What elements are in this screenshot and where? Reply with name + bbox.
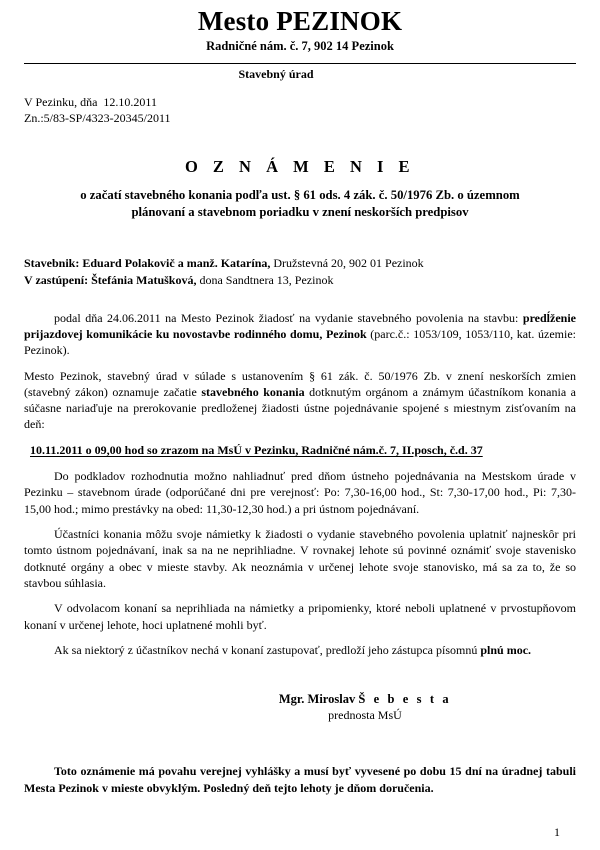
paragraph-proceedings-part-2: dotknutým orgánom a známym účastníkom konania a súčasne nariaďuje na prerokovanie predloženej žiadosti ústne pojednávanie spojené s miestnym zisťovaním na deň: [24, 384, 577, 432]
place-and-date: V Pezinku, dňa 12.10.2011 [24, 95, 157, 110]
organization-title: Mesto PEZINOK [197, 6, 403, 36]
paragraph-document-inspection: Do podkladov rozhodnutia možno nahliadnuť pred dňom ústneho pojednávania na Mestskom úrade v Pezinku – stavebnom úrade (odporúčané dni pre verejnosť: Po: 7,30-16,00 hod., St: 7,30-17,00 hod., Pi: 7,30-15,00 hod.; mimo prestávky na obed: 11,30-12,30 hod.) a pri ústnom pojednávaní. [24, 469, 576, 516]
paragraph-appeal: V odvolacom konaní sa neprihliada na námietky a pripomienky, ktoré neboli uplatnené v prvostupňovom konaní v určenej lehote, hoci uplatnené mohli byť. [24, 601, 576, 632]
builder-row [24, 255, 576, 271]
page-number: 1 [554, 825, 560, 839]
file-reference-number: Zn.:5/83-SP/4323-20345/2011 [24, 111, 171, 126]
public-notice-paragraph: Toto oznámenie má povahu verejnej vyhlášky a musí byť vyvesené po dobu 15 dní na úradnej tabuli Mesta Pezinok v mieste obvyklým. Posledný deň tejto lehoty je dňom doručenia. [24, 764, 576, 795]
organization-address: Radničné nám. č. 7, 902 14 Pezinok [206, 39, 394, 54]
signatory-title: Mgr. Miroslav [278, 692, 359, 707]
letterhead [24, 0, 576, 82]
proceedings-emphasis: stavebného konania [201, 384, 305, 399]
announcement-subtitle-line-2: plánovaní a stavebnom poriadku v znení neskorších predpisov [131, 204, 469, 219]
body-text [24, 310, 576, 659]
announcement-subtitle [50, 187, 550, 221]
announcement-title: O Z N Á M E N I E [184, 156, 416, 176]
agent-row [24, 272, 576, 288]
announcement-heading [24, 157, 576, 221]
construction-subject: predĺženie prijazdovej komunikácie ku novostavbe rodinného domu, Pezinok [24, 310, 576, 341]
parties-block [24, 255, 576, 287]
department-name: Stavebný úrad [238, 67, 314, 82]
paragraph-application [24, 310, 576, 359]
paragraph-objections: Účastníci konania môžu svoje námietky k žiadosti o vydanie stavebného povolenia uplatniť najneskôr pri tomto ústnom pojednávaní, inak sa na ne neprihliadne. V rovnakej lehote sú povinné oznámiť svoje stavenisko dotknuté orgány a obec v mieste stavby. Ak neoznámia v určenej lehote svoje stanovisko, má sa za to, že so stavbou súhlasia. [24, 527, 576, 590]
paragraph-representation [24, 642, 576, 658]
agent-label: V zastúpení: [24, 272, 89, 287]
signature-block [24, 692, 576, 723]
builder-address: Družstevná 20, 902 01 Pezinok [270, 256, 424, 271]
signatory-surname: Š e b e s t a [358, 692, 452, 707]
agent-name: Štefánia Matušková, [91, 272, 197, 287]
paragraph-proceedings-part-1: Mesto Pezinok, stavebný úrad v súlade s ustanovením § 61 zák. č. 50/1976 Zb. v znení neskorších zmien (stavebný zákon) oznamuje začatie [24, 368, 576, 399]
signatory-role: prednosta MsÚ [328, 708, 402, 723]
reference-block [24, 95, 576, 127]
builder-label: Stavebnik: [24, 256, 80, 271]
agent-address: dona Sandtnera 13, Pezinok [196, 272, 334, 287]
paragraph-application-part-1: podal dňa 24.06.2011 na Mesto Pezinok žiadosť na vydanie stavebného povolenia na stavbu: [54, 310, 523, 325]
announcement-subtitle-line-1: o začatí stavebného konania podľa ust. § 61 ods. 4 zák. č. 50/1976 Zb. o územnom [80, 187, 520, 202]
signatory-name [154, 692, 576, 707]
paragraph-application-part-2: (parc.č.: 1053/109, 1053/110, kat. územie: Pezinok). [24, 326, 577, 358]
builder-name: Eduard Polakovič a manž. Katarína, [82, 256, 271, 271]
power-of-attorney-emphasis: plnú moc. [480, 642, 532, 657]
paragraph-representation-part-1: Ak sa niektorý z účastníkov nechá v konaní zastupovať, predloží jeho zástupca písomnú [54, 642, 481, 657]
hearing-date-line: 10.11.2011 o 09,00 hod so zrazom na MsÚ v Pezinku, Radničné nám.č. 7, II.posch, č.d. 37 [30, 442, 483, 457]
header-divider [24, 63, 576, 64]
paragraph-notice-of-proceedings [24, 368, 576, 433]
